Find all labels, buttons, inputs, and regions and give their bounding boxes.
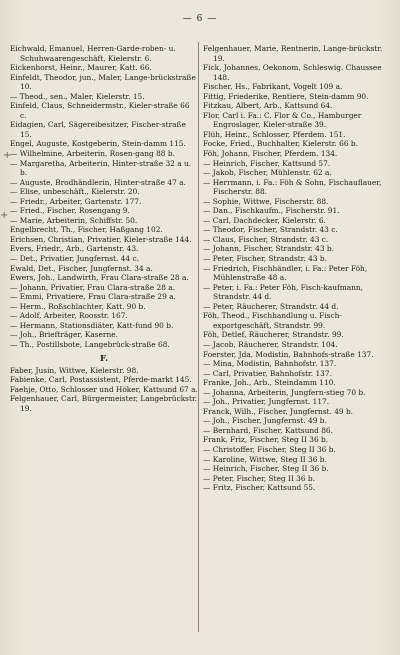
directory-entry: — Jakob, Fischer, Mühlenstr. 62 a.	[203, 168, 332, 178]
directory-entry: Fitzkau, Albert, Arb., Kattsund 64.	[203, 101, 333, 111]
directory-entry: — Peter, Fischer, Strandstr. 43 b.	[203, 254, 327, 264]
directory-entry: Eickenhorst, Heinr., Maurer, Katt. 66.	[10, 63, 152, 73]
directory-entry: Franke, Joh., Arb., Steindamm 110.	[203, 378, 336, 388]
directory-entry: — Bernhard, Fischer, Kattsund 86.	[203, 425, 333, 435]
directory-entry: — Margaretha, Arbeiterin, Hinter-straße 32 a u. b.	[10, 158, 192, 178]
directory-entry: — Friedrich, Fischhändler, i. Fa.: Peter Föh, Mühlenstraße 48 a.	[203, 263, 368, 283]
margin-cross-mark: +	[0, 210, 9, 221]
directory-entry: — Joh., Privatier, Jungfernst. 117.	[203, 397, 330, 407]
directory-entry: — Mina, Modistin, Bahnhofstr. 137.	[203, 359, 337, 369]
section-letter-heading: F.	[99, 352, 109, 363]
directory-entry: — Th., Postillsbote, Langebrück-straße 68.	[10, 339, 170, 349]
directory-entry: Ewers, Joh., Landwirth, Frau Clara-straße 28 a.	[10, 273, 189, 283]
directory-entry: Focke, Fried., Buchhalter, Kielerstr. 66 b.	[203, 139, 358, 149]
directory-entry: Fabienke, Carl, Postassistent, Pferde-markt 145.	[10, 375, 192, 385]
directory-entry: — Emmi, Privatiere, Frau Clara-straße 29 a.	[10, 292, 176, 302]
directory-entry: — Joh., Fischer, Jungfernst. 49 b.	[203, 416, 327, 426]
directory-entry: — Karoline, Wittwe, Steg II 36 b.	[203, 454, 327, 464]
directory-entry: Föh, Detlef, Räucherer, Strandstr. 99.	[203, 330, 344, 340]
directory-entry: Felgenhauer, Marie, Rentnerin, Lange-brückstr. 19.	[203, 44, 383, 63]
directory-entry: Foerster, Jda, Modistin, Bahnhofs-straße 137.	[203, 349, 374, 359]
directory-entry: Eidagien, Carl, Sägereibesitzer, Fischer-straße 15.	[10, 120, 186, 139]
directory-entry: Evers, Friedr., Arb., Gartenstr. 43.	[10, 244, 139, 254]
directory-entry: — Auguste, Brodhändlerin, Hinter-straße 47 a.	[10, 177, 186, 187]
directory-entry: — Carl, Dachdecker, Kielerstr. 6.	[203, 215, 326, 225]
directory-entry: Einfeld, Claus, Schneidermstr., Kieler-straße 66 c.	[10, 101, 190, 120]
margin-cross-mark: +	[3, 150, 12, 161]
directory-entry: — Joh., Briefträger, Kaserne.	[10, 330, 118, 340]
directory-entry: — Fried., Fischer, Rosengang 9.	[10, 206, 130, 216]
directory-entry: — Heinrich, Fischer, Kattsund 57.	[203, 158, 331, 168]
column-divider	[198, 42, 199, 632]
directory-entry: — Theod., sen., Maler, Kielerstr. 15.	[10, 91, 145, 101]
left-column	[10, 44, 198, 413]
directory-entry: — Friedr., Arbeiter, Gartenstr. 177.	[10, 196, 142, 206]
directory-entry: — Johann, Fischer, Strandstr. 43 b.	[203, 244, 334, 254]
directory-entry: Ewald, Det., Fischer, Jungfernst. 34 a.	[10, 263, 153, 273]
directory-entry: Flüh, Heinr., Schlosser, Pferdem. 151.	[203, 129, 346, 139]
directory-entry: Fick, Johannes, Oekonom, Schleswig. Chaussee 148.	[203, 63, 382, 82]
directory-entry: Flor, Carl i. Fa.: C. Flor & Co., Hamburger Engroslager, Kieler-straße 39.	[203, 110, 362, 130]
directory-entry: — Claus, Fischer, Strandstr. 43 c.	[203, 234, 329, 244]
directory-entry: — Sophie, Wittwe, Fischerstr. 88.	[203, 196, 329, 206]
directory-entry: Felgenhauer, Carl, Bürgermeister, Langebrückstr. 19.	[10, 394, 198, 413]
directory-entry: — Wilhelmine, Arbeiterin, Rosen-gang 88 b.	[10, 149, 175, 159]
directory-entry: Fittig, Friederike, Rentiere, Stein-damm 90.	[203, 91, 369, 101]
right-column	[203, 44, 391, 493]
directory-entry: Engel, Auguste, Kostgeberin, Stein-damm 115.	[10, 139, 186, 149]
directory-entry: Faehje, Otto, Schlosser und Höker, Kattsund 67 a.	[10, 384, 198, 394]
directory-entry: — Marie, Arbeiterin, Schiffstr. 50.	[10, 215, 138, 225]
directory-entry: — Herm., Roßschlachter, Katt. 90 b.	[10, 301, 146, 311]
directory-entry: — Heinrich, Fischer, Steg II 36 b.	[203, 464, 329, 474]
directory-entry: — Christoffer, Fischer, Steg II 36 b.	[203, 444, 336, 454]
directory-entry: — Dan., Fischkaufm., Fischerstr. 91.	[203, 206, 340, 216]
directory-entry: Eichwald, Emanuel, Herren-Garde-roben- u. Schuhwaarengeschäft, Kielerstr. 6.	[10, 44, 176, 63]
directory-entry: — Fritz, Fischer, Kattsund 55.	[203, 483, 316, 493]
directory-entry: — Johann, Privatier, Frau Clara-straße 28 a.	[10, 282, 176, 292]
directory-entry: — Peter, i. Fa.: Peter Föh, Fisch-kaufmann, Strandstr. 44 d.	[203, 282, 364, 302]
directory-entry: Föh, Theod., Fischhandlung u. Fisch-exportgeschäft, Strandstr. 99.	[203, 311, 342, 330]
directory-entry: Frank, Friz, Fischer, Steg II 36 b.	[203, 435, 329, 445]
directory-entry: Föh, Johann, Fischer, Pferdem. 134.	[203, 149, 338, 159]
directory-entry: — Jacob, Räucherer, Strandstr. 104.	[203, 339, 338, 349]
directory-entry: — Carl, Privatier, Bahnhofstr. 137.	[203, 368, 332, 378]
directory-entry: — Peter, Räucherer, Strandstr. 44 d.	[203, 301, 339, 311]
directory-entry: — Elise, unbeschäft., Kielerstr. 20.	[10, 187, 140, 197]
directory-entry: Engelbrecht, Th., Fischer, Haßgang 102.	[10, 225, 163, 235]
directory-entry: — Hermann, Stationsdiäter, Katt-fund 90 b.	[10, 320, 174, 330]
directory-entry: — Peter, Fischer, Steg II 36 b.	[203, 473, 316, 483]
directory-entry: Einfeldt, Theodor, jun., Maler, Lange-brückstraße 10.	[10, 72, 196, 92]
page-number: — 6 —	[182, 14, 218, 24]
directory-entry: — Herrmann, i. Fa.: Föh & Sohn, Fischauflauer, Fischerstr. 88.	[203, 177, 382, 197]
directory-entry: — Theodor, Fischer, Strandstr. 43 c.	[203, 225, 338, 235]
directory-entry: Franck, Wilh., Fischer, Jungfernst. 49 b.	[203, 406, 354, 416]
directory-entry: Erichsen, Christian, Privatier, Kieler-straße 144.	[10, 234, 192, 244]
directory-entry: — Adolf, Arbeiter, Roosstr. 167.	[10, 311, 128, 321]
directory-entry: — Johanna, Arbeiterin, Jungfern-stieg 70 b.	[203, 387, 366, 397]
directory-entry: Fischer, Hs., Fabrikant, Vogelt 109 a.	[203, 82, 343, 92]
directory-entry: — Det., Privatier, Jungfernst. 44 c.	[10, 254, 139, 264]
directory-entry: Faber, Jusin, Wittwe, Kielerstr. 98.	[10, 365, 139, 375]
